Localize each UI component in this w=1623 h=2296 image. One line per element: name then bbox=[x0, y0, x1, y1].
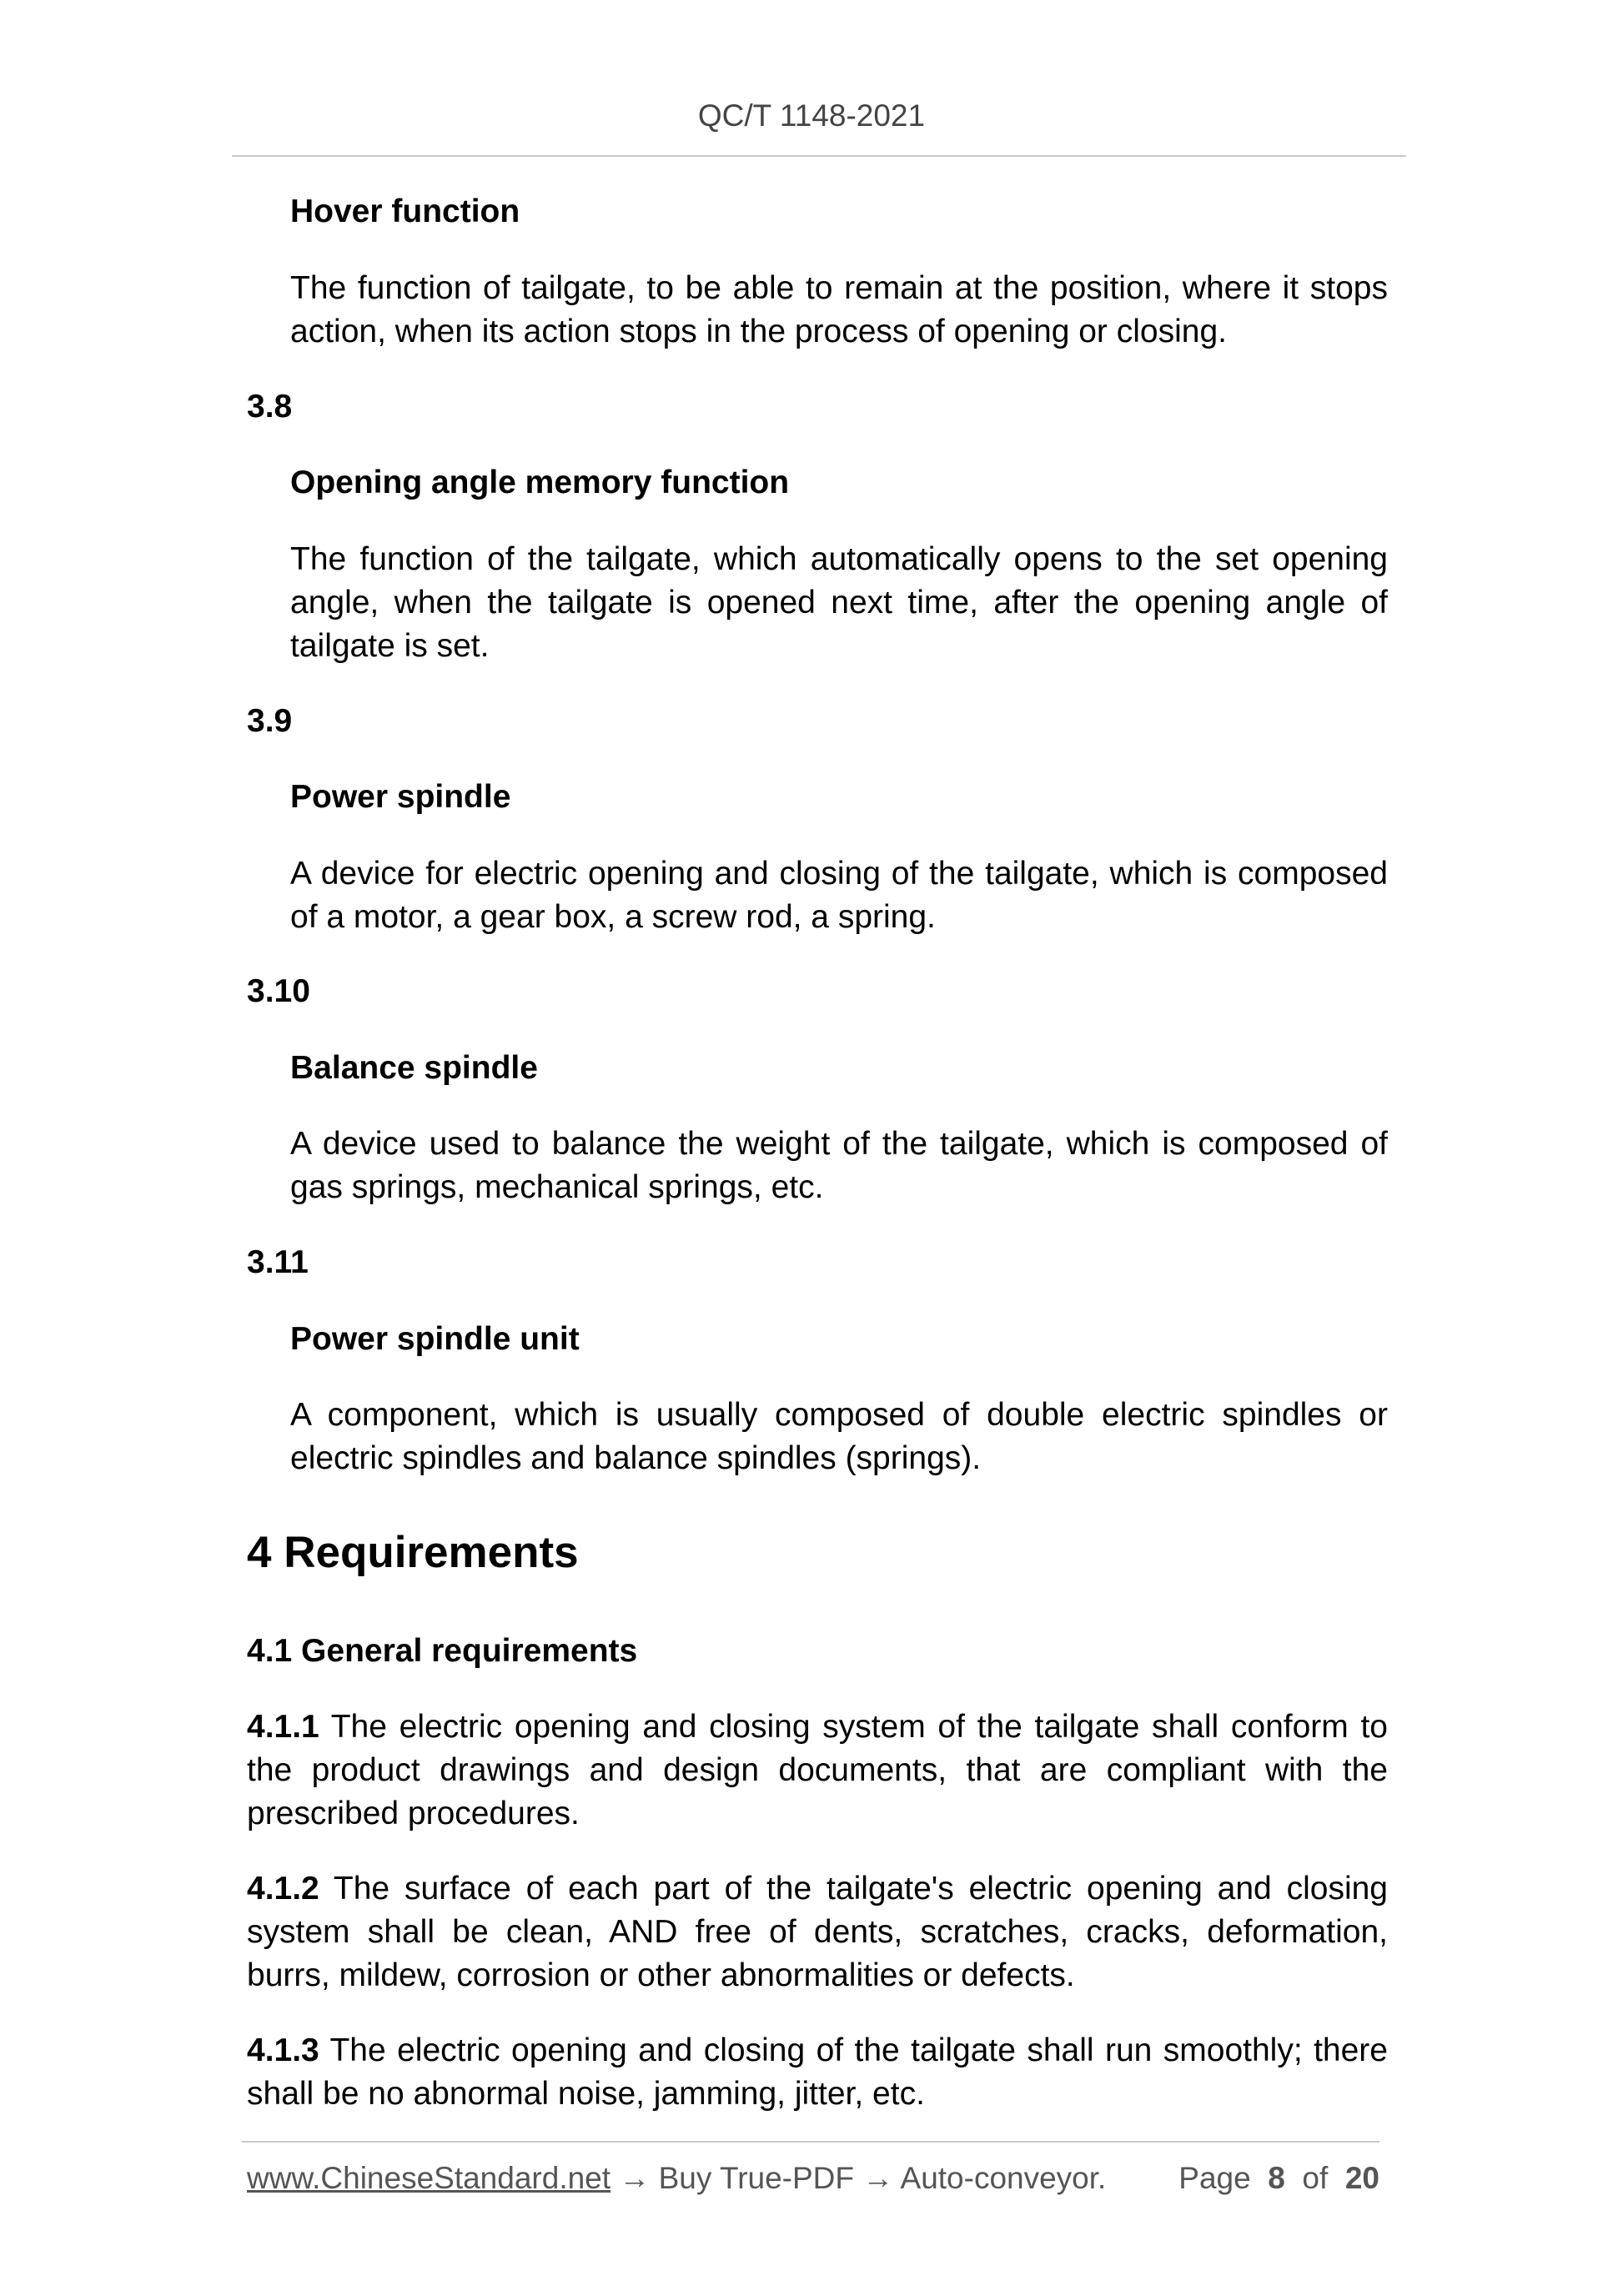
section-number-3-8: 3.8 bbox=[247, 389, 293, 425]
term-definition-hover: The function of tailgate, to be able to remain at the position, where it stops action, when its action stops in the process of opening or closing. bbox=[290, 270, 1388, 349]
subsection-heading-general: 4.1 General requirements bbox=[247, 1633, 638, 1669]
clause-number: 4.1.2 bbox=[247, 1871, 319, 1907]
term-definition-power-spindle: A device for electric opening and closing of the tailgate, which is composed of a motor, a gear box, a screw rod, a spring. bbox=[290, 856, 1388, 935]
total-pages: 20 bbox=[1344, 2161, 1379, 2195]
term-title-power-spindle-unit: Power spindle unit bbox=[290, 1321, 580, 1357]
page-label: Page bbox=[1178, 2161, 1251, 2195]
clause-4-1-2 bbox=[247, 1867, 1388, 1997]
term-title-balance-spindle: Balance spindle bbox=[290, 1050, 538, 1086]
clause-number: 4.1.3 bbox=[247, 2032, 319, 2068]
clause-4-1-3 bbox=[247, 2029, 1388, 2116]
page-number bbox=[1178, 2161, 1379, 2196]
term-definition-power-spindle-unit: A component, which is usually composed of double electric spindles or electric spindles and balance spindles (springs). bbox=[290, 1397, 1388, 1476]
header-divider bbox=[232, 155, 1406, 157]
current-page: 8 bbox=[1268, 2161, 1285, 2195]
section-heading-requirements: 4 Requirements bbox=[247, 1528, 579, 1577]
term-definition-opening-angle: The function of the tailgate, which automatically opens to the set opening angle, when the tailgate is opened next time, after the opening angle of tailgate is set. bbox=[290, 541, 1388, 664]
section-number-3-11: 3.11 bbox=[247, 1244, 309, 1280]
page-header: QC/T 1148-2021 bbox=[697, 98, 926, 133]
site-link[interactable]: www.ChineseStandard.net bbox=[247, 2161, 611, 2195]
footer-left bbox=[247, 2161, 1106, 2196]
footer-trail: → Buy True-PDF → Auto-conveyor. bbox=[611, 2161, 1107, 2195]
term-title-power-spindle: Power spindle bbox=[290, 779, 511, 815]
of-label: of bbox=[1302, 2161, 1329, 2195]
section-number-3-9: 3.9 bbox=[247, 703, 293, 739]
clause-4-1-1 bbox=[247, 1706, 1388, 1836]
clause-text: The surface of each part of the tailgate's electric opening and closing system shall be clean, AND free of dents, scratches, cracks, deformation, burrs, mildew, corrosion or other abnormalities or defects. bbox=[247, 1871, 1388, 1993]
term-definition-balance-spindle: A device used to balance the weight of the tailgate, which is composed of gas springs, mechanical springs, etc. bbox=[290, 1126, 1388, 1205]
footer-divider bbox=[242, 2141, 1379, 2143]
clause-text: The electric opening and closing of the tailgate shall run smoothly; there shall be no abnormal noise, jamming, jitter, etc. bbox=[247, 2032, 1388, 2112]
term-title-opening-angle: Opening angle memory function bbox=[290, 465, 790, 500]
term-title-hover: Hover function bbox=[290, 193, 520, 229]
clause-number: 4.1.1 bbox=[247, 1709, 319, 1745]
clause-text: The electric opening and closing system of the tailgate shall conform to the product drawings and design documents, that are compliant with the prescribed procedures. bbox=[247, 1709, 1388, 1831]
section-number-3-10: 3.10 bbox=[247, 973, 310, 1009]
